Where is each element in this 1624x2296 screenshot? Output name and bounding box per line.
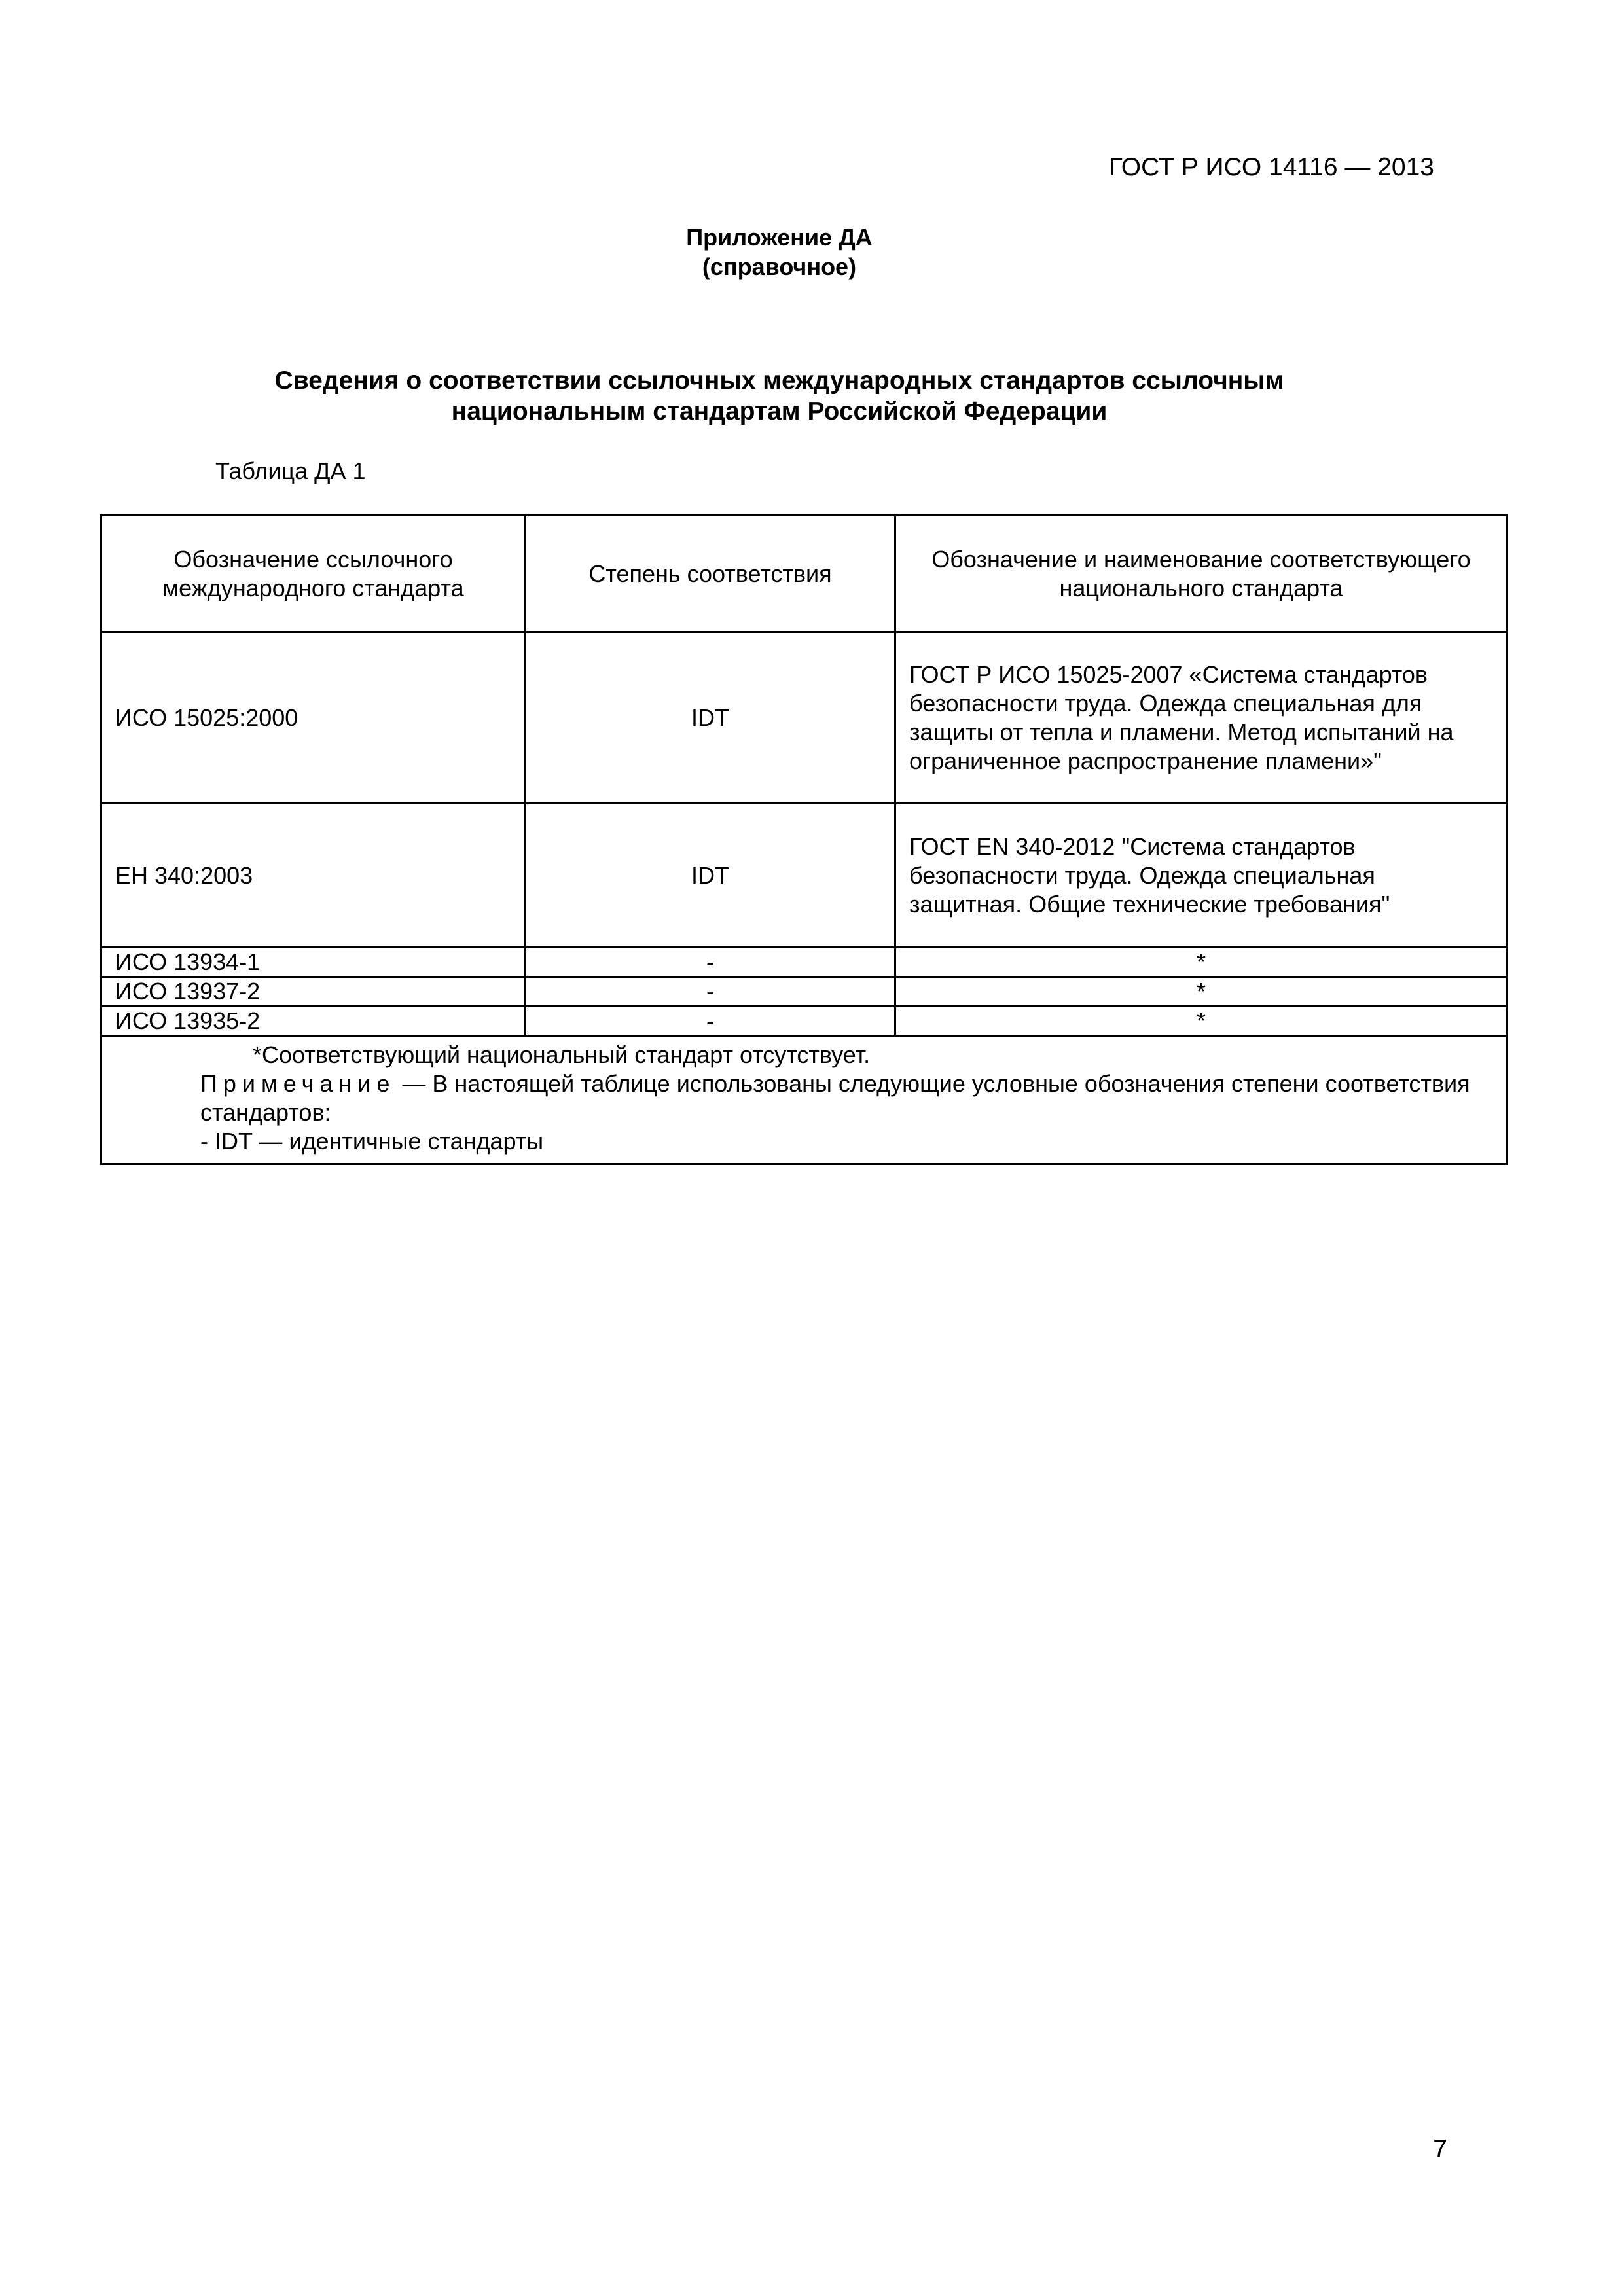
cell-degree: - [526, 977, 895, 1007]
cell-national: * [895, 1007, 1507, 1036]
heading-line-2: национальным стандартам Российской Федерации [451, 397, 1108, 425]
cell-standard: ИСО 13934-1 [101, 948, 526, 977]
section-heading [0, 365, 1559, 427]
cell-standard: ИСО 13937-2 [101, 977, 526, 1007]
table-row [101, 1007, 1507, 1036]
table-row [101, 804, 1507, 948]
footnote-note [115, 1069, 1493, 1127]
cell-standard: ИСО 15025:2000 [101, 632, 526, 804]
table-caption: Таблица ДА 1 [215, 457, 366, 484]
table-row [101, 632, 1507, 804]
cell-degree: - [526, 948, 895, 977]
footnote-absent: *Соответствующий национальный стандарт отсутствует. [253, 1041, 871, 1068]
table-footnote [101, 1036, 1507, 1164]
cell-degree: - [526, 1007, 895, 1036]
cell-degree: IDT [526, 632, 895, 804]
cell-national: * [895, 948, 1507, 977]
page-number: 7 [1433, 2135, 1447, 2163]
cell-standard: ЕН 340:2003 [101, 804, 526, 948]
footnote-idt: - IDT — идентичные стандарты [200, 1128, 544, 1155]
cell-degree: IDT [526, 804, 895, 948]
appendix-subtitle: (справочное) [702, 253, 857, 280]
document-code: ГОСТ Р ИСО 14116 — 2013 [1108, 153, 1434, 181]
table-footnote-row [101, 1036, 1507, 1164]
table-header-row [101, 516, 1507, 632]
column-header-international: Обозначение ссылочного международного стандарта [101, 516, 526, 632]
column-header-national: Обозначение и наименование соответствующего национального стандарта [895, 516, 1507, 632]
cell-standard: ИСО 13935-2 [101, 1007, 526, 1036]
table-row [101, 977, 1507, 1007]
correspondence-table [100, 514, 1508, 1165]
heading-line-1: Сведения о соответствии ссылочных международных стандартов ссылочным [274, 367, 1284, 395]
cell-national: ГОСТ Р ИСО 15025-2007 «Система стандартов безопасности труда. Одежда специальная для защиты от тепла и пламени. Метод испытаний на ограниченное распространение пламени»" [895, 632, 1507, 804]
note-label: Примечание [200, 1070, 396, 1097]
column-header-degree: Степень соответствия [526, 516, 895, 632]
appendix-block [0, 223, 1559, 281]
cell-national: * [895, 977, 1507, 1007]
table-row [101, 948, 1507, 977]
cell-national: ГОСТ EN 340-2012 "Система стандартов безопасности труда. Одежда специальная защитная. Общие технические требования" [895, 804, 1507, 948]
note-text: — В настоящей таблице использованы следующие условные обозначения степени соответствия стандартов: [200, 1070, 1470, 1126]
appendix-title: Приложение ДА [686, 224, 873, 251]
